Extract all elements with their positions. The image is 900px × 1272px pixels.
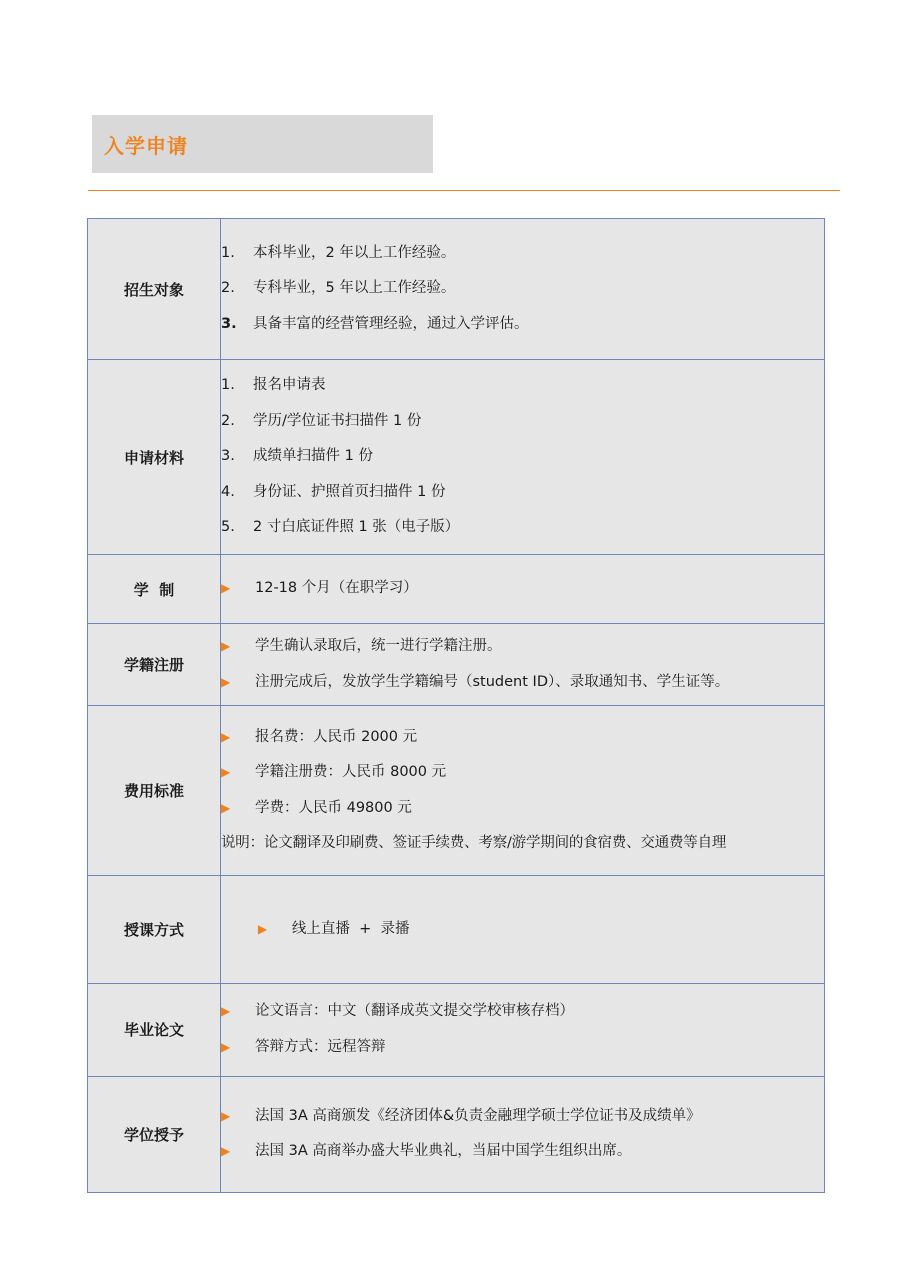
item-number: 1. (221, 377, 235, 394)
row-label: 费用标准 (88, 706, 221, 876)
list-item (221, 510, 824, 546)
item-text: 报名费：人民币 2000 元 (255, 728, 418, 745)
row-teaching (88, 876, 825, 984)
item-text: 具备丰富的经营管理经验，通过入学评估。 (253, 315, 529, 332)
list-item (221, 876, 824, 983)
section-header (92, 115, 433, 173)
list-item (221, 1030, 824, 1066)
list-item (221, 1099, 824, 1135)
item-text: 论文语言：中文（翻译成英文提交学校审核存档） (255, 1003, 574, 1019)
item-text: 学费：人民币 49800 元 (255, 799, 412, 816)
list-item (221, 236, 824, 272)
item-text: 12-18 个月（在职学习） (255, 580, 418, 597)
item-text: 身份证、护照首页扫描件 1 份 (253, 483, 446, 500)
triangle-right-icon: ▶ (221, 1039, 231, 1054)
admission-info-table (87, 218, 825, 1193)
section-title: 入学申请 (104, 133, 188, 158)
triangle-right-icon: ▶ (221, 729, 231, 744)
item-text: 成绩单扫描件 1 份 (253, 448, 373, 465)
list-item (221, 1134, 824, 1170)
list-item (221, 571, 824, 607)
item-number: 3. (221, 448, 235, 465)
item-text: 本科毕业，2 年以上工作经验。 (253, 244, 456, 261)
list-item (221, 439, 824, 475)
list-item (221, 475, 824, 511)
triangle-right-icon: ▶ (221, 765, 231, 779)
row-label: 学籍注册 (88, 624, 221, 706)
item-text: 2 寸白底证件照 1 张（电子版） (253, 519, 460, 536)
row-label: 学位授予 (88, 1076, 221, 1192)
item-number: 5. (221, 519, 235, 536)
triangle-right-icon: ▶ (257, 921, 268, 936)
item-number: 4. (221, 483, 235, 500)
list-item (221, 665, 824, 701)
item-text: 法国 3A 高商颁发《经济团体&负责金融理学硕士学位证书及成绩单》 (255, 1107, 701, 1124)
row-content (221, 983, 825, 1076)
list-item (221, 629, 824, 665)
row-content (221, 219, 825, 360)
item-text: 答辩方式：远程答辩 (255, 1038, 386, 1055)
item-text: 学历/学位证书扫描件 1 份 (253, 412, 422, 429)
triangle-right-icon: ▶ (221, 1108, 231, 1123)
item-text: 学籍注册费：人民币 8000 元 (255, 764, 447, 780)
item-number: 2. (221, 280, 235, 297)
triangle-right-icon: ▶ (221, 581, 231, 596)
row-content (221, 1076, 825, 1192)
item-text: 学生确认录取后，统一进行学籍注册。 (255, 638, 502, 654)
list-item (221, 271, 824, 307)
row-registration (88, 624, 825, 706)
item-number: 1. (221, 244, 235, 261)
row-degree (88, 1076, 825, 1192)
item-text: 报名申请表 (253, 377, 326, 394)
list-item (221, 994, 824, 1030)
list-item (221, 755, 824, 791)
header-divider (88, 190, 840, 191)
row-label: 毕业论文 (88, 983, 221, 1076)
row-label-text: 学 制 (133, 580, 175, 599)
row-content (221, 360, 825, 555)
row-label: 授课方式 (88, 876, 221, 984)
list-item (221, 720, 824, 756)
item-text: 法国 3A 高商举办盛大毕业典礼，当届中国学生组织出席。 (255, 1143, 632, 1159)
row-content (221, 624, 825, 706)
list-item (221, 404, 824, 440)
item-text: 线上直播 + 录播 (291, 920, 410, 937)
row-content (221, 555, 825, 624)
item-number: 2. (221, 412, 235, 429)
triangle-right-icon: ▶ (221, 800, 231, 815)
triangle-right-icon: ▶ (221, 1144, 231, 1158)
row-label (88, 555, 221, 624)
row-thesis (88, 983, 825, 1076)
list-item (221, 368, 824, 404)
row-fees (88, 706, 825, 876)
row-content (221, 876, 825, 984)
row-label: 申请材料 (88, 360, 221, 555)
triangle-right-icon: ▶ (221, 639, 231, 653)
row-admission (88, 219, 825, 360)
row-duration (88, 555, 825, 624)
item-text: 专科毕业，5 年以上工作经验。 (253, 280, 456, 297)
item-number: 3. (221, 315, 237, 332)
item-text: 注册完成后，发放学生学籍编号（student ID）、录取通知书、学生证等。 (255, 673, 730, 690)
list-item (221, 307, 824, 343)
row-content (221, 706, 825, 876)
list-item (221, 791, 824, 827)
row-label: 招生对象 (88, 219, 221, 360)
fee-note: 说明：论文翻译及印刷费、签证手续费、考察/游学期间的食宿费、交通费等自理 (221, 835, 727, 851)
triangle-right-icon: ▶ (221, 1004, 231, 1018)
triangle-right-icon: ▶ (221, 674, 231, 689)
row-materials (88, 360, 825, 555)
